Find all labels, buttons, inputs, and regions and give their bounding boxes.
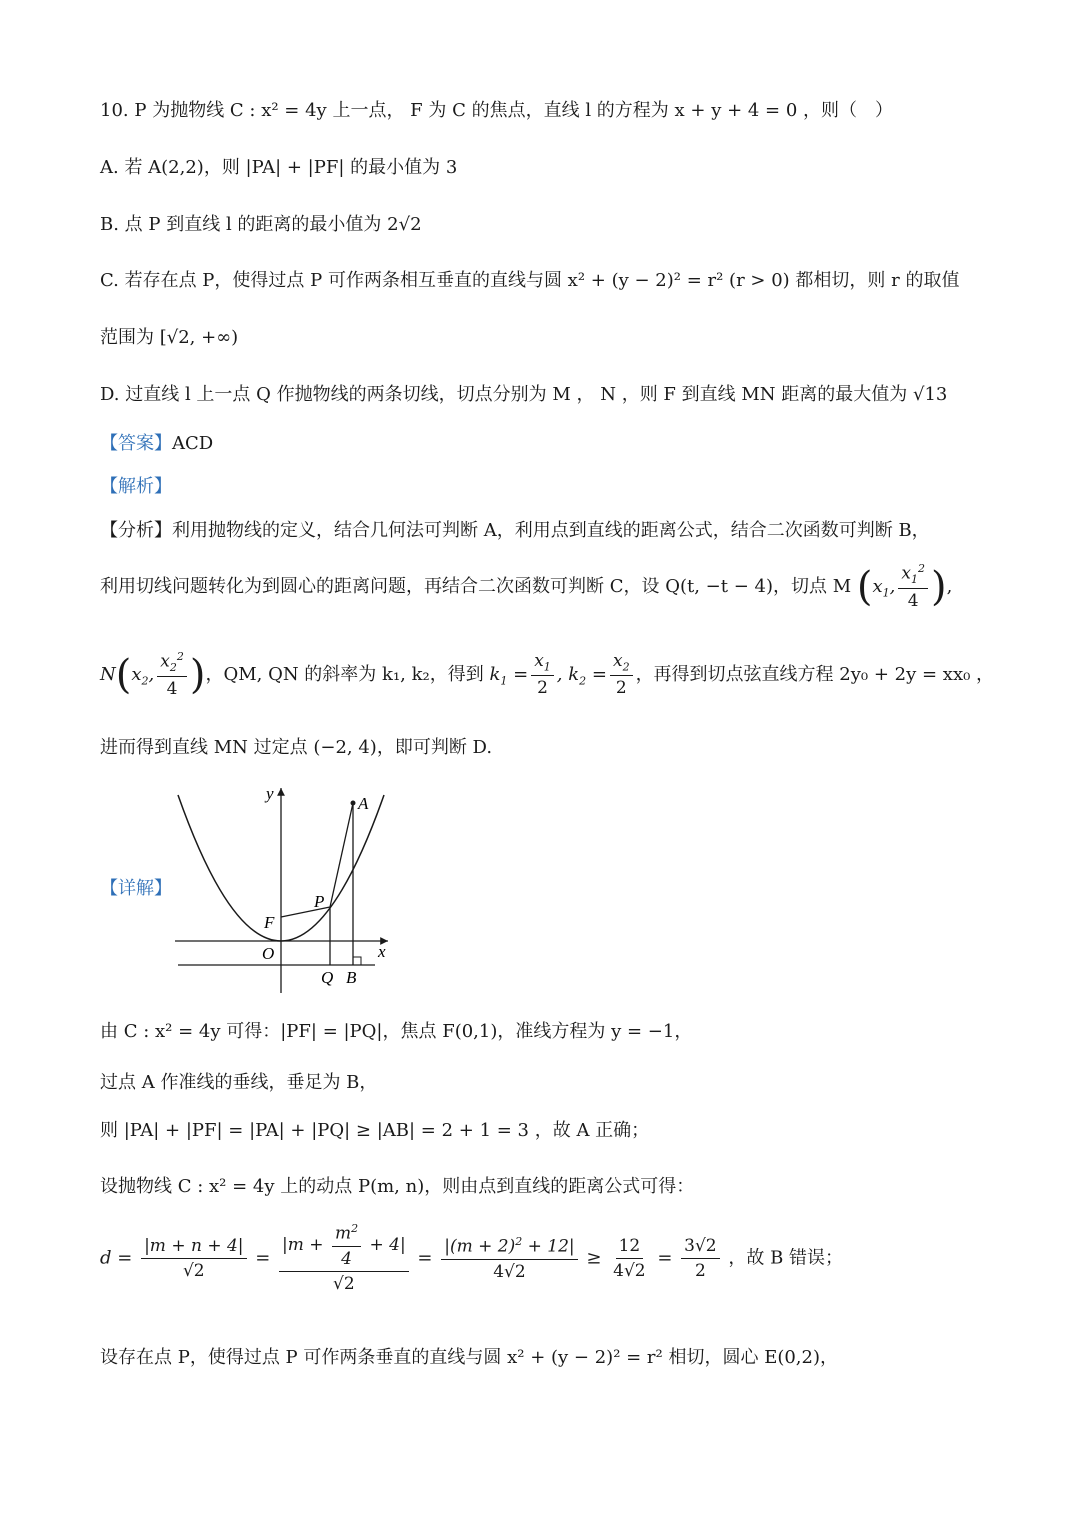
analysis-line1 [100,520,930,542]
detail-line6: 设存在点 P，使得过点 P 可作两条垂直的直线与圆 x² + (y − 2)² = r² 相切，圆心 E(0,2)， [100,1347,839,1368]
label-b: B [346,968,357,987]
distance-formula: d = $\frac{|m + n + 4|}{√2}$ = |m + $\frac{m^2}{4}$ + 4| √2 = $\frac{|(m + 2)^2 + 12|}{4√2}$ ≥ $\frac{12}{4√2}$ = $\frac{3√2}{2}$ ，故 B 错误； [100,1222,844,1295]
question-number: 10. [100,100,129,121]
option-d: D. 过直线 l 上一点 Q 作抛物线的两条切线，切点分别为 M ， N ，则 F 到直线 MN 距离的最大值为 √13 [100,384,948,405]
analysis-line1-text: 利用抛物线的定义，结合几何法可判断 A，利用点到直线的距离公式，结合二次函数可判断 B， [172,520,930,541]
detail-tag: 【详解】 [100,878,172,899]
label-q: Q [321,968,334,987]
point-a [351,801,356,806]
answer-tag: 【答案】 [100,433,172,454]
option-b: B. 点 P 到直线 l 的距离的最小值为 2√2 [100,214,422,235]
label-p: P [314,892,325,911]
analysis-line3-a: ，QM, QN 的斜率为 k₁, k₂，得到 [205,663,484,685]
question-stem-text: P 为抛物线 C : x² = 4y 上一点， F 为 C 的焦点，直线 l 的方程为 x + y + 4 = 0 ，则（ ） [134,100,894,121]
detail-line1: 由 C : x² = 4y 可得：|PF| = |PQ|，焦点 F(0,1)，准线方程为 y = −1， [100,1021,693,1042]
question-stem [100,100,893,122]
detail-line2: 过点 A 作准线的垂线，垂足为 B， [100,1072,378,1093]
label-f: F [264,913,275,932]
label-o: O [262,944,275,963]
label-x: x [378,942,386,961]
detail-line5-tail: ，故 B 错误； [728,1247,844,1269]
option-c-line1: C. 若存在点 P，使得过点 P 可作两条相互垂直的直线与圆 x² + (y − 2)² = r² (r > 0) 都相切，则 r 的取值 [100,270,960,291]
detail-line4: 设抛物线 C : x² = 4y 上的动点 P(m, n)，则由点到直线的距离公式可得： [100,1176,695,1197]
option-c-line2: 范围为 [√2, +∞) [100,327,239,348]
parabola-figure [170,783,400,998]
label-a: A [358,794,369,813]
answer-row [100,433,213,455]
analysis-line3: $N(x_2$, $\frac{x_2^2}{4}$ )，QM, QN 的斜率为 k₁, k₂，得到 $k_1$ = $\frac{x_1}{2}$ , $k_2$ = $\frac{x_2}{2}$ ，再得到切点弦直线方程 2y₀ + 2y = xx₀ ， [100,650,995,700]
analysis-line4: 进而得到直线 MN 过定点 (−2, 4)，即可判断 D. [100,737,493,758]
answer-value: ACD [172,433,214,454]
analysis-line3-b: ，再得到切点弦直线方程 2y₀ + 2y = xx₀ ， [635,663,995,685]
detail-line3: 则 |PA| + |PF| = |PA| + |PQ| ≥ |AB| = 2 + 1 = 3 ，故 A 正确； [100,1120,650,1141]
analysis-tag: 【解析】 [100,476,172,497]
analysis-line2: 利用切线问题转化为到圆心的距离问题，再结合二次函数可判断 C，设 Q(t, −t − 4)，切点 M ($x_1$, $\frac{x_1^2}{4}$ ), [100,562,953,612]
option-a: A. 若 A(2,2)，则 |PA| + |PF| 的最小值为 3 [100,157,458,178]
analysis-line2-text: 利用切线问题转化为到圆心的距离问题，再结合二次函数可判断 C，设 Q(t, −t − 4)，切点 M [100,575,852,597]
right-angle-mark [353,957,361,965]
label-y: y [266,784,274,803]
fenxi-tag: 【分析】 [100,520,172,541]
